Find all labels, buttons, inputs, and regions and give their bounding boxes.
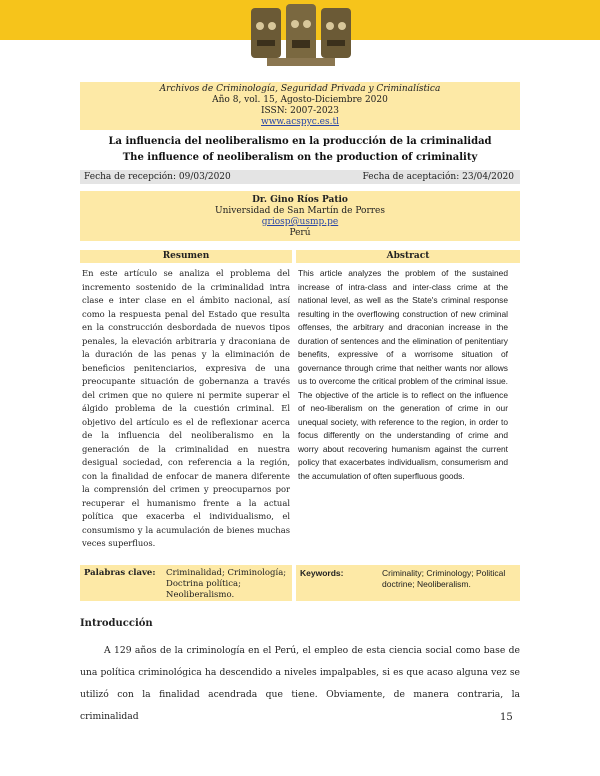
received-date: Fecha de recepción: 09/03/2020 bbox=[84, 172, 231, 182]
author-affiliation: Universidad de San Martín de Porres bbox=[215, 206, 385, 216]
author-country: Perú bbox=[289, 228, 311, 238]
resumen-text: En este artículo se analiza el problema del incremento sostenido de la criminalidad intra clase e inter clase en el ámbito nacional, así como la respuesta penal del Estado que resulta en la construcción desbordada de nuevos tipos penales, la elevación arbitraria y draconiana de la duración de las penas y la eliminación de beneficios penitenciarios, expresiva de una preocupante situación de gobernanza a través del crimen que no quiere ni permite superar el álgido problema de la cuestión criminal. El objetivo del artículo es el de reflexionar acerca de la influencia del neoliberalismo en la generación de la criminalidad en nuestra desigual sociedad, con referencia a la región, con la finalidad de enfocar de manera diferente la comprensión del crimen y preocuparnos por recuperar el humanismo frente a la actual política que exacerba el individualismo, el consumismo y la acumulación de bienes muchas veces superfluos. bbox=[82, 268, 290, 548]
keywords-english-value: Criminality; Criminology; Political doctrine; Neoliberalism. bbox=[382, 568, 506, 589]
journal-issue: Año 8, vol. 15, Agosto-Diciembre 2020 bbox=[212, 95, 388, 105]
author-name: Dr. Gino Ríos Patio bbox=[252, 195, 348, 205]
journal-name: Archivos de Criminología, Seguridad Privada y Criminalística bbox=[159, 84, 441, 94]
abstract-heading: Abstract bbox=[296, 250, 520, 263]
journal-info-box bbox=[80, 82, 520, 130]
keywords-spanish-box bbox=[80, 565, 292, 601]
dates-bar bbox=[80, 170, 520, 184]
keywords-spanish-label: Palabras clave: bbox=[84, 568, 156, 578]
introduction-paragraph: A 129 años de la criminología en el Perú, el empleo de esta ciencia social como base de una política criminológica ha descendido a niveles impalpables, si es que acaso alguna vez se utilizó con la finalidad acendrada que tiene. Obviamente, de manera contraria, la criminalidad bbox=[80, 645, 520, 722]
accepted-date: Fecha de aceptación: 23/04/2020 bbox=[362, 172, 514, 182]
page-number: 15 bbox=[500, 712, 513, 723]
journal-url-link[interactable]: www.acspyc.es.tl bbox=[261, 117, 339, 127]
article-title-english: The influence of neoliberalism on the production of criminality bbox=[122, 152, 478, 163]
journal-issn: ISSN: 2007-2023 bbox=[260, 106, 340, 116]
journal-logo-masks-icon bbox=[247, 2, 355, 72]
resumen-heading: Resumen bbox=[80, 250, 292, 263]
author-email-link[interactable]: griosp@usmp.pe bbox=[261, 217, 339, 227]
keywords-spanish-value: Criminalidad; Criminología; Doctrina política; Neoliberalismo. bbox=[166, 568, 287, 600]
keywords-english-label: Keywords: bbox=[300, 568, 344, 578]
article-title-spanish: La influencia del neoliberalismo en la producción de la criminalidad bbox=[108, 136, 492, 147]
introduction-heading: Introducción bbox=[80, 618, 153, 629]
abstract-text: This article analyzes the problem of the sustained increase of intra-class and inter-class crime at the national level, as well as the State's criminal response resulting in the overflowing construction of new criminal offenses, the arbitrary and draconian increase in the duration of sentences and the elimination of penitentiary benefits, expressive of a worrisome situation of governance through crime that neither wants nor allows us to overcome the critical problem of the criminal issue. The objective of the article is to reflect on the influence of neo-liberalism on the generation of crime in our unequal society, with reference to the region, in order to focus differently on the understanding of crime and worry about recovering humanism against the current policy that exacerbates individualism, consumerism and the accumulation of often superfluous goods. bbox=[298, 268, 508, 481]
keywords-english-box bbox=[296, 565, 520, 601]
author-box bbox=[80, 191, 520, 241]
